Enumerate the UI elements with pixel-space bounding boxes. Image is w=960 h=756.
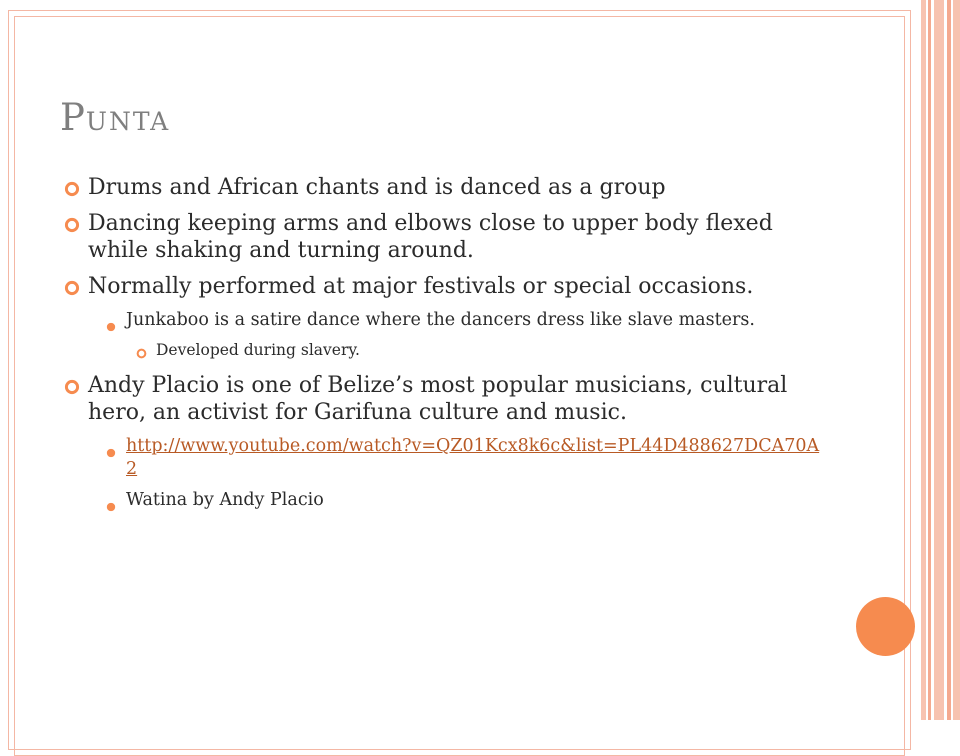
bullet-list [64,174,824,520]
bullet-text: Watina by Andy Placio [126,490,324,510]
bullet-item-level1 [64,174,824,201]
bullet-item-level2 [64,489,824,512]
decor-stripe [921,0,926,720]
decor-stripe [953,0,960,720]
bullet-item-level2 [64,435,824,481]
hollow-circle-bullet-icon [64,177,80,204]
bullet-text: Dancing keeping arms and elbows close to upper body flexed while shaking and turning around. [88,211,773,263]
bullet-text: Andy Placio is one of Belize’s most popular musicians, cultural hero, an activist for Garifuna culture and music. [88,373,788,425]
bullet-item-level2 [64,309,824,332]
decor-stripe [928,0,931,720]
filled-circle-bullet-icon [106,496,116,519]
title-rest: UNTA [85,107,171,136]
bullet-item-level1 [64,372,824,426]
decor-stripe [934,0,944,720]
bullet-text: Developed during slavery. [156,341,360,359]
filled-circle-bullet-icon [106,316,116,339]
filled-circle-bullet-icon [106,442,116,465]
video-link[interactable]: http://www.youtube.com/watch?v=QZ01Kcx8k6c&list=PL44D488627DCA70A2 [126,436,820,479]
bullet-text: Drums and African chants and is danced as a group [88,175,666,200]
bullet-text: Normally performed at major festivals or special occasions. [88,274,754,299]
bullet-item-level1 [64,210,824,264]
slide-title [60,96,170,139]
title-first-letter: P [60,96,86,139]
bullet-item-level1 [64,273,824,300]
bullet-text: Junkaboo is a satire dance where the dancers dress like slave masters. [126,310,755,330]
bullet-item-level3 [64,340,824,360]
accent-circle [856,597,915,656]
decor-stripe [947,0,951,720]
hollow-circle-bullet-icon [64,276,80,303]
small-hollow-circle-bullet-icon [136,344,147,364]
hollow-circle-bullet-icon [64,375,80,402]
hollow-circle-bullet-icon [64,213,80,240]
